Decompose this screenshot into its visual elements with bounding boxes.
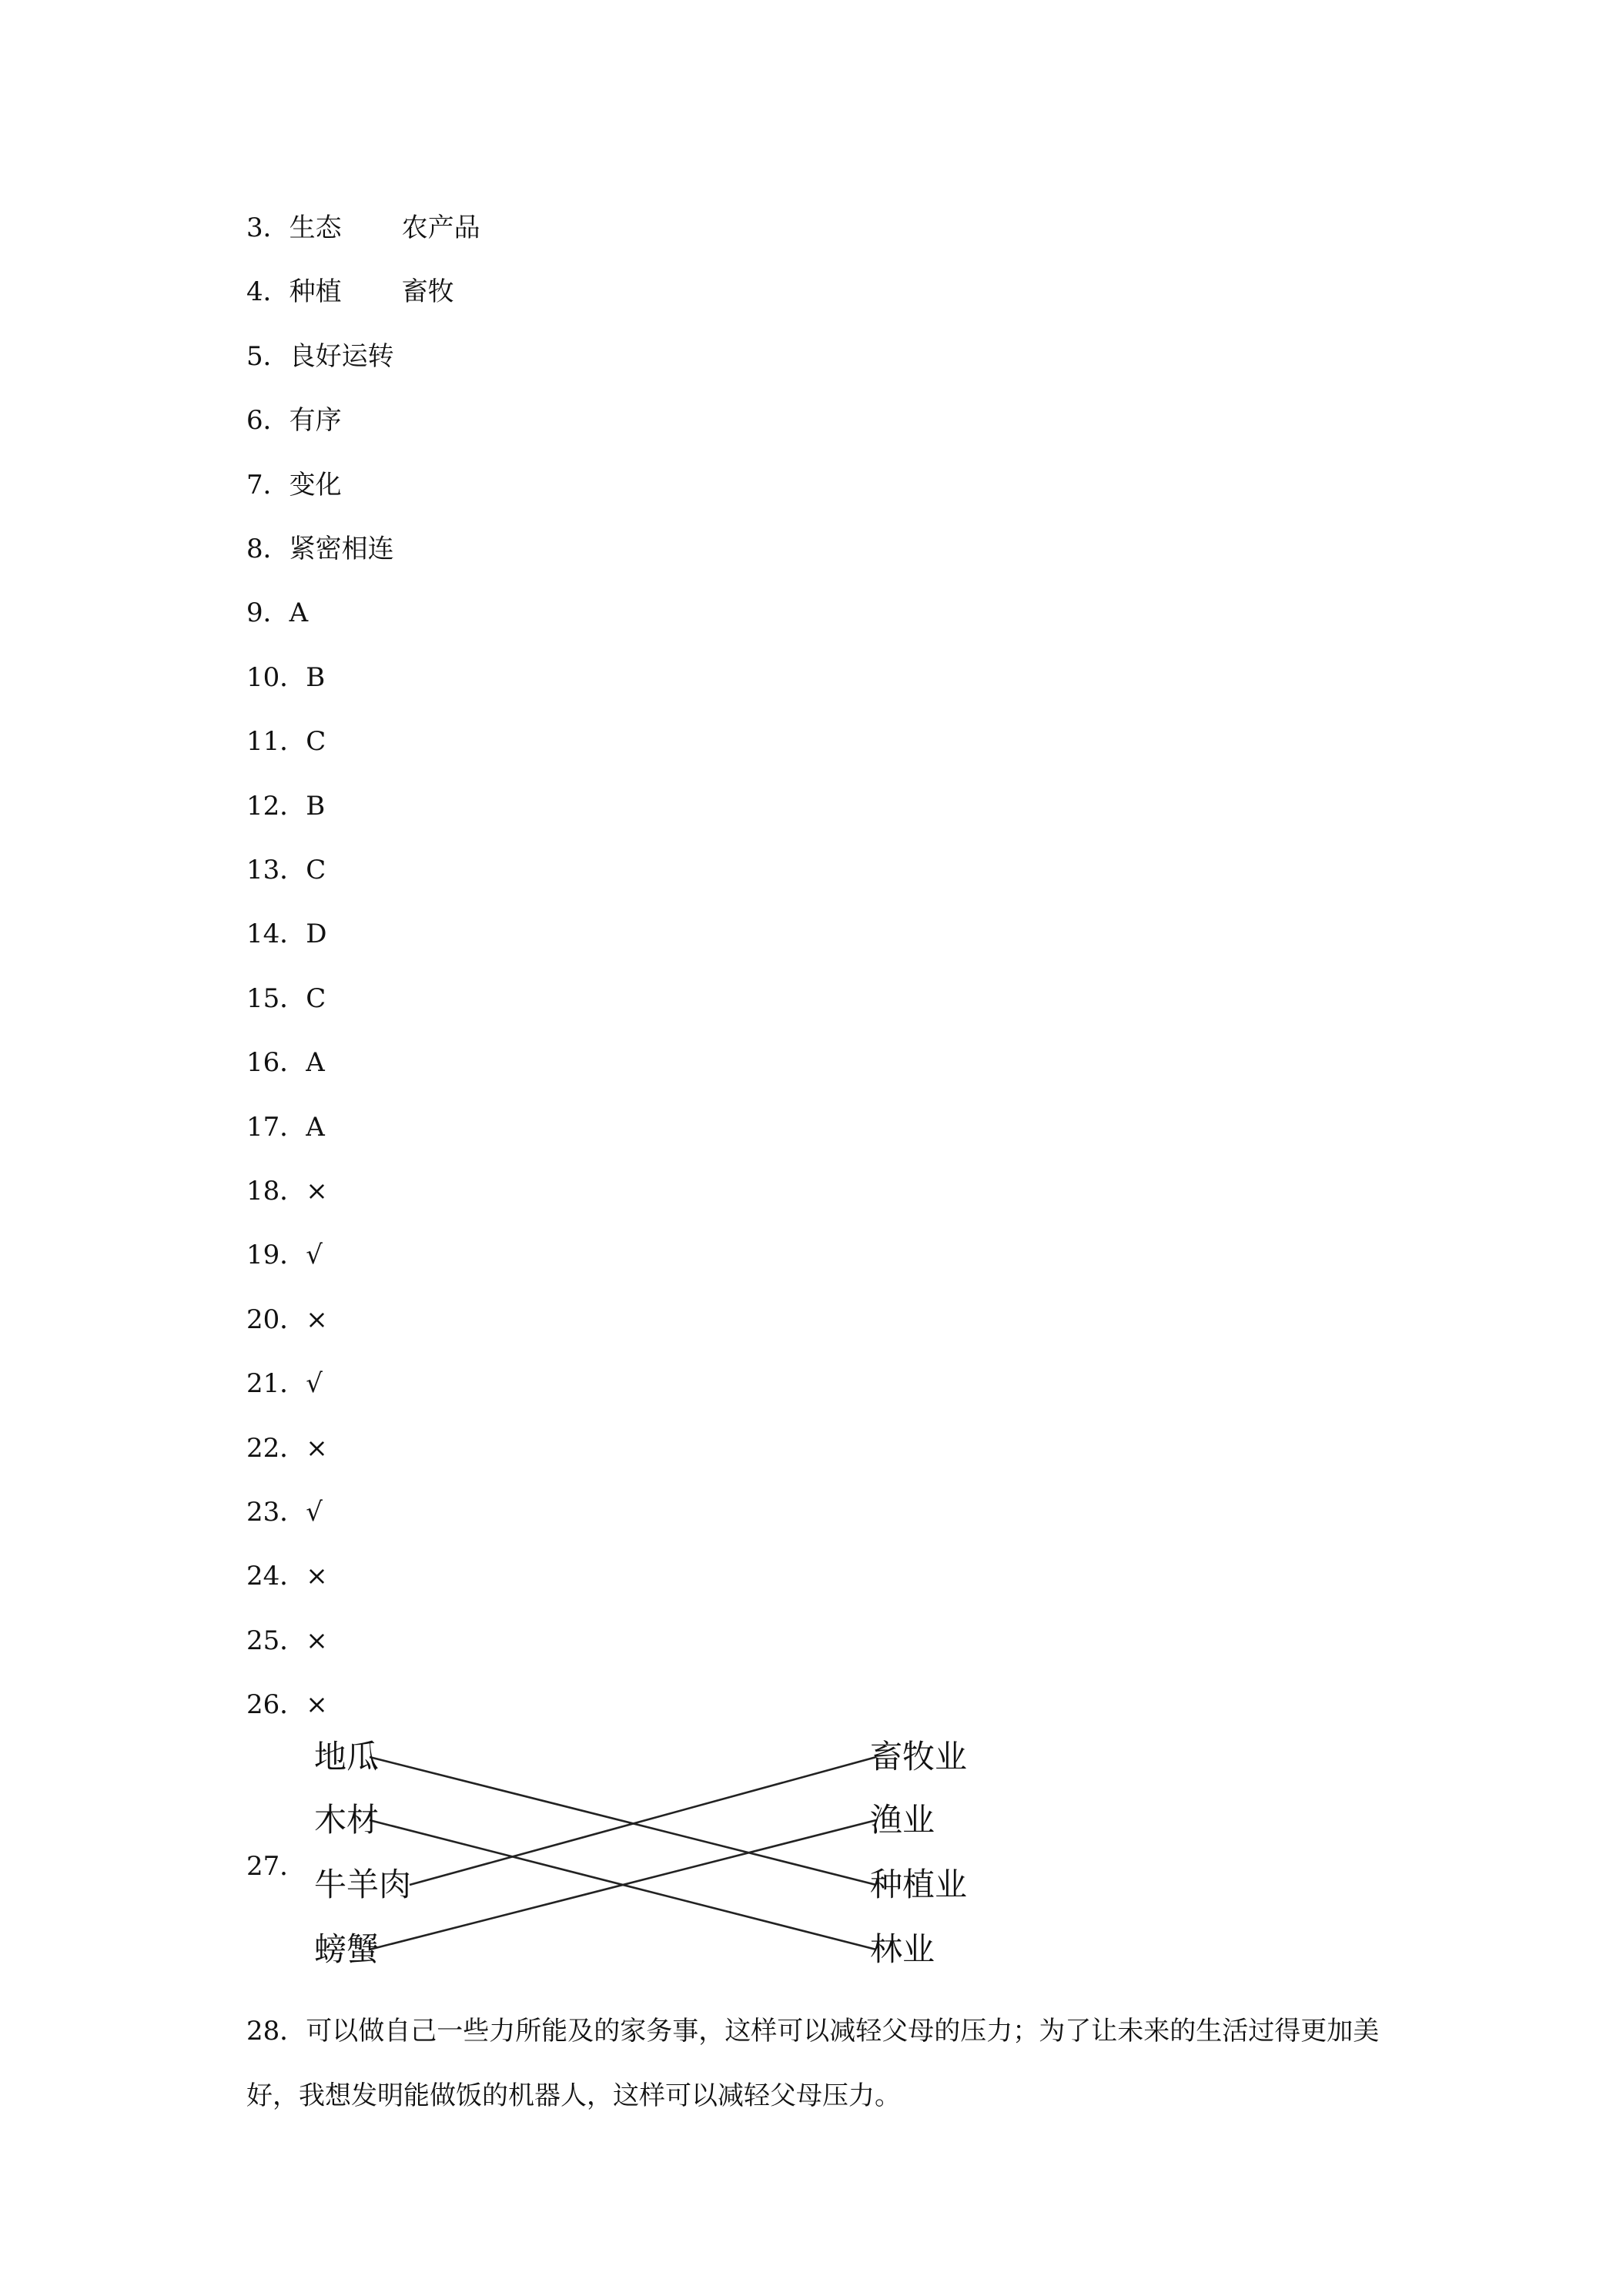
answer-text: √ — [306, 1368, 323, 1399]
answer-text: A — [306, 1047, 325, 1078]
left-item-sweet-potato: 地瓜 — [314, 1738, 380, 1776]
answer-number: 12． — [246, 791, 306, 822]
answer-line — [246, 341, 394, 372]
right-item-animal-husbandry: 畜牧业 — [870, 1738, 968, 1776]
answer-text: × — [306, 1689, 328, 1720]
answer-line — [246, 919, 327, 949]
answer-line — [246, 1689, 328, 1720]
answer-number: 26． — [246, 1689, 306, 1720]
answer-text: A — [289, 597, 309, 628]
answer-line — [246, 1047, 325, 1078]
answer-number: 9． — [246, 597, 289, 628]
answer-number: 19． — [246, 1240, 306, 1270]
answer-line — [246, 276, 454, 307]
answer-number: 6． — [246, 405, 289, 436]
left-item-timber: 木材 — [314, 1801, 380, 1839]
answer-line — [246, 213, 480, 243]
answer-text: × — [306, 1561, 328, 1591]
answer-line — [246, 1176, 328, 1207]
answer-text: 变化 — [289, 470, 342, 500]
answer-text: × — [306, 1625, 328, 1656]
answer-text: 生态 — [289, 213, 342, 243]
answer-number: 25． — [246, 1625, 306, 1656]
answer-line — [246, 726, 326, 757]
answer-text: D — [306, 919, 327, 949]
answer-line — [246, 1368, 323, 1399]
answer-line — [246, 1561, 328, 1591]
answer-line — [246, 983, 326, 1014]
answer-number: 5． — [246, 341, 289, 372]
answer-number: 8． — [246, 534, 289, 564]
answer-line — [246, 1304, 328, 1335]
answer-text: A — [306, 1112, 325, 1143]
answer-line — [246, 662, 325, 693]
answer-line — [246, 791, 325, 822]
answer-line — [246, 405, 342, 436]
answer-text: 畜牧 — [401, 276, 454, 307]
answer-number: 7． — [246, 470, 289, 500]
answer-number: 14． — [246, 919, 306, 949]
answer-number: 13． — [246, 855, 306, 885]
answer-line — [246, 1625, 328, 1656]
answer-number: 10． — [246, 662, 306, 693]
answer-number: 16． — [246, 1047, 306, 1078]
question-27-number: 27． — [246, 1851, 306, 1882]
answer-number: 3． — [246, 213, 289, 243]
answer-number: 18． — [246, 1176, 306, 1207]
question-28-text: 可以做自己一些力所能及的家务事，这样可以减轻父母的压力；为了让未来的生活过得更加美好，我想发明能做饭的机器人，这样可以减轻父母压力。 — [246, 2016, 1380, 2111]
answer-number: 20． — [246, 1304, 306, 1335]
answer-text: 有序 — [289, 405, 342, 436]
answer-line — [246, 1497, 323, 1528]
answer-number: 11． — [246, 726, 306, 757]
answer-number: 4． — [246, 276, 289, 307]
answer-line — [246, 1433, 328, 1464]
answer-text: × — [306, 1304, 328, 1335]
answer-text: 种植 — [289, 276, 342, 307]
right-item-planting: 种植业 — [870, 1866, 968, 1903]
answer-text: B — [306, 662, 326, 693]
answer-text: √ — [306, 1497, 323, 1528]
answer-text: C — [306, 726, 326, 757]
answer-line — [246, 470, 342, 500]
answer-text: C — [306, 983, 326, 1014]
answer-text: √ — [306, 1240, 323, 1270]
answer-text: 良好运转 — [289, 341, 394, 372]
answer-number: 23． — [246, 1497, 306, 1528]
left-item-crab: 螃蟹 — [314, 1930, 380, 1968]
answer-text: × — [306, 1433, 328, 1464]
answer-number: 15． — [246, 983, 306, 1014]
match-line — [370, 1757, 876, 1885]
answer-number: 17． — [246, 1112, 306, 1143]
right-item-fishery: 渔业 — [870, 1801, 935, 1839]
matching-diagram — [300, 1739, 993, 2000]
answer-line — [246, 1240, 323, 1270]
answer-number: 21． — [246, 1368, 306, 1399]
question-28-answer — [246, 1999, 1386, 2128]
answer-number: 22． — [246, 1433, 306, 1464]
answer-text: B — [306, 791, 326, 822]
answer-text: C — [306, 855, 326, 885]
answer-line — [246, 534, 394, 564]
answer-text: 农产品 — [401, 213, 480, 243]
answer-line — [246, 855, 326, 885]
left-item-mutton: 牛羊肉 — [314, 1866, 412, 1903]
answer-line — [246, 1112, 325, 1143]
question-28-number: 28． — [246, 2016, 306, 2047]
answer-text: 紧密相连 — [289, 534, 394, 564]
match-line — [410, 1757, 876, 1885]
answer-number: 24． — [246, 1561, 306, 1591]
answer-text: × — [306, 1176, 328, 1207]
right-item-forestry: 林业 — [870, 1930, 935, 1968]
answer-line — [246, 597, 308, 628]
